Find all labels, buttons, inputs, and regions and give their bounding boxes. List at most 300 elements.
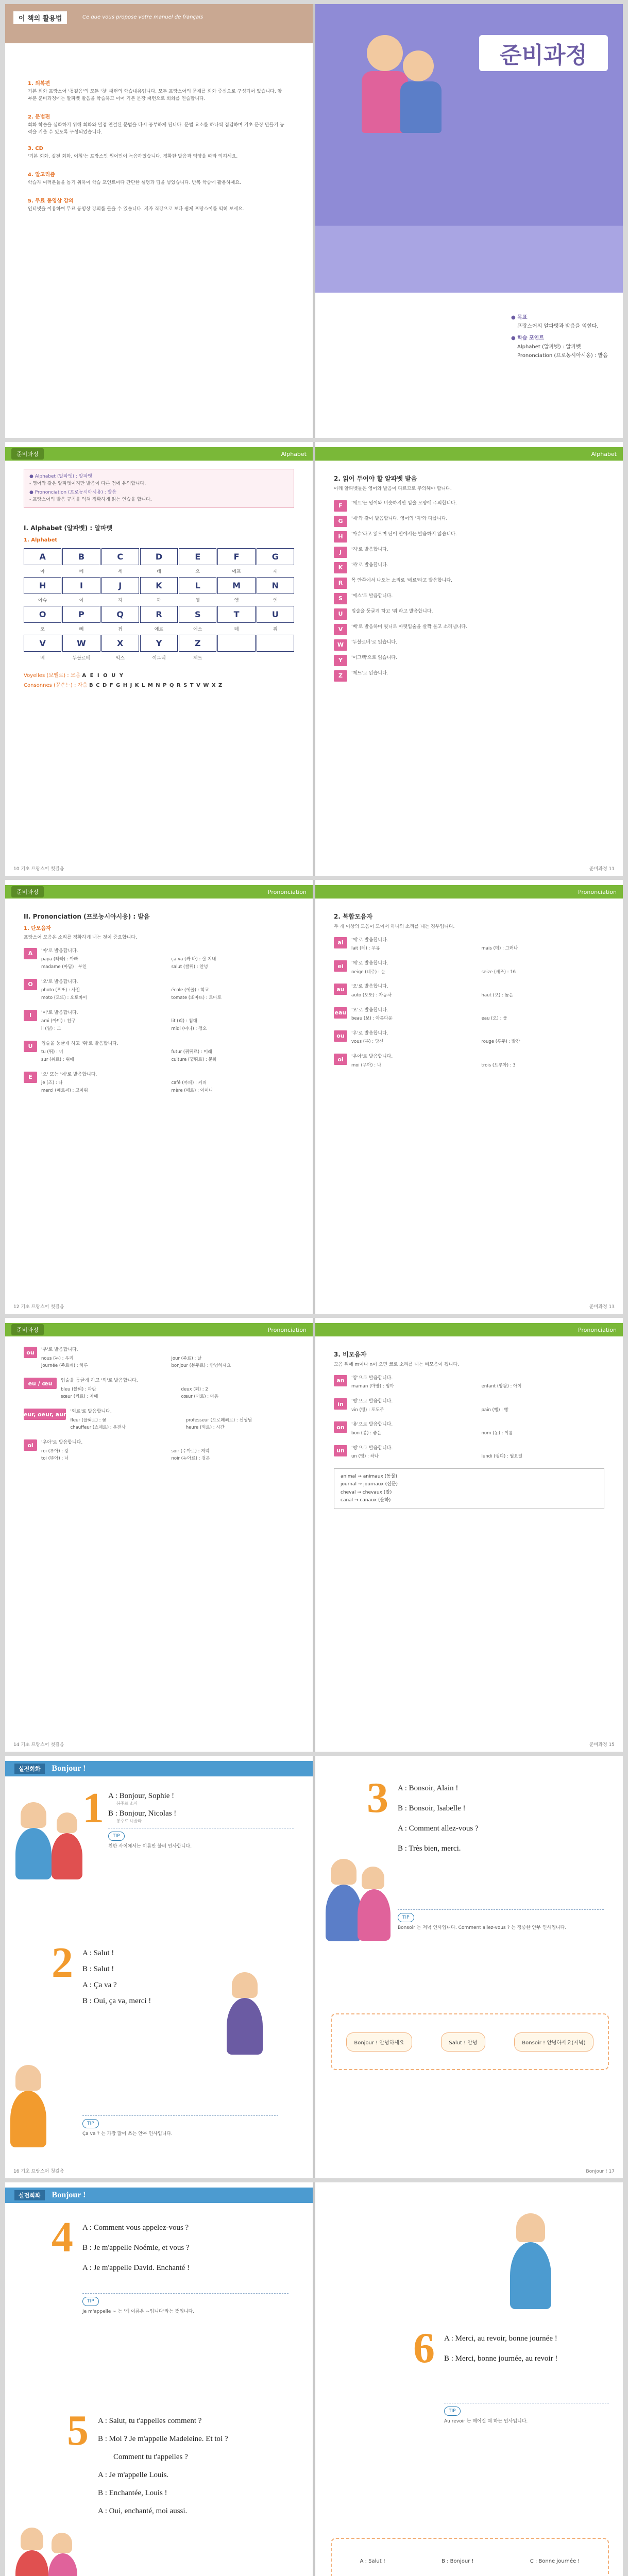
expression-item: B : Bonjour ! bbox=[442, 2558, 474, 2564]
example-word: tomate (또마뜨) : 토마토 bbox=[171, 995, 222, 1001]
example-table bbox=[351, 1453, 604, 1460]
example-table bbox=[351, 1015, 604, 1022]
sound-entry bbox=[24, 1010, 294, 1032]
expression-box bbox=[331, 2538, 609, 2576]
sound-rule: 입술을 둥글게 하고 '위'로 발음합니다. bbox=[41, 1041, 118, 1046]
alphabet-reading: 엔 bbox=[273, 598, 278, 603]
tip-label: TIP bbox=[398, 1913, 414, 1922]
tip-box bbox=[444, 2403, 609, 2426]
lesson-title: Bonjour ! bbox=[52, 2191, 86, 2199]
alphabet-letter: M bbox=[217, 577, 255, 594]
sound-chip: eur, oeur, aur bbox=[24, 1409, 66, 1420]
line-c: A : Ça va ? bbox=[82, 1981, 117, 1989]
alphabet-letter: N bbox=[257, 577, 294, 594]
line-a: A : Bonjour, Sophie ! bbox=[108, 1792, 175, 1800]
section-title: 4. 알고리즘 bbox=[28, 172, 55, 178]
example-word: seize (세즈) : 16 bbox=[481, 969, 516, 975]
green-header bbox=[315, 885, 623, 899]
sound-entry bbox=[334, 1054, 604, 1069]
example-word: culture (뀔뛰르) : 문화 bbox=[171, 1057, 217, 1063]
example-word: toi (뚜아) : 너 bbox=[41, 1456, 69, 1462]
letter-chip: F bbox=[334, 500, 347, 512]
letter-note bbox=[334, 562, 604, 573]
line-a: A : Merci, au revoir, bonne journée ! bbox=[444, 2334, 557, 2343]
example-table bbox=[351, 1430, 604, 1437]
alphabet-letter: P bbox=[62, 606, 100, 623]
example-word: ça va (싸 바) : 잘 지내 bbox=[171, 957, 216, 962]
tip-text: 친한 사이에서는 이름만 불러 인사합니다. bbox=[108, 1844, 192, 1850]
sound-chip: an bbox=[334, 1375, 347, 1386]
page-pron-2 bbox=[315, 880, 623, 1314]
header-tag: 이 책의 활용법 bbox=[13, 11, 67, 24]
alphabet-reading: 오 bbox=[40, 627, 45, 632]
line-b: B : Merci, bonne journée, au revoir ! bbox=[444, 2354, 558, 2363]
sound-entry bbox=[24, 1378, 294, 1400]
sound-entry bbox=[24, 948, 294, 971]
vowels-label: Voyelles (보옐르) : 모음 bbox=[24, 673, 81, 679]
page-footer: 10 기초 프랑스어 첫걸음 bbox=[13, 867, 64, 872]
example-word: papa (빠빠) : 아빠 bbox=[41, 957, 78, 962]
sound-rule: '우'로 발음합니다. bbox=[41, 1347, 78, 1352]
character-woman-body bbox=[10, 2091, 46, 2147]
alphabet-letter: X bbox=[101, 635, 139, 652]
alphabet-reading: 떼 bbox=[234, 627, 239, 632]
letter-chip: S bbox=[334, 593, 347, 604]
line-a: A : Comment vous appelez-vous ? bbox=[82, 2224, 189, 2232]
dialogue-number: 3 bbox=[367, 1774, 388, 1822]
alphabet-reading: 세 bbox=[117, 569, 123, 574]
page-pron-3 bbox=[5, 1318, 313, 1752]
lesson-tag: 실전회화 bbox=[14, 2190, 45, 2200]
page-pron-1 bbox=[5, 880, 313, 1314]
alphabet-reading: 베 bbox=[40, 656, 45, 661]
example-word: ami (아미) : 친구 bbox=[41, 1019, 76, 1024]
alphabet-reading: 아슈 bbox=[38, 598, 47, 603]
letter-note bbox=[334, 500, 604, 512]
example-word: moi (무아) : 나 bbox=[351, 1062, 382, 1068]
example-word: moto (모또) : 오토바이 bbox=[41, 995, 87, 1001]
spread-intro bbox=[5, 4, 623, 438]
lesson-band bbox=[5, 2188, 313, 2203]
page-how-to-use bbox=[5, 4, 313, 438]
line-c: A : Comment allez-vous ? bbox=[398, 1824, 479, 1833]
section-intro: 프랑스어 모음은 소리를 정확하게 내는 것이 중요합니다. bbox=[24, 935, 137, 940]
sound-entry bbox=[334, 1375, 604, 1390]
letter-note bbox=[334, 624, 604, 635]
line-b: B : Bonjour, Nicolas ! bbox=[108, 1809, 177, 1818]
page-footer: 16 기초 프랑스어 첫걸음 bbox=[13, 2169, 64, 2174]
letter-note bbox=[334, 608, 604, 620]
word-line: animal → animaux (동물) bbox=[341, 1473, 398, 1479]
letter-note-text: '베'로 발음하며 윗니로 아랫입술을 살짝 물고 소리냅니다. bbox=[351, 624, 467, 630]
page-alphabet-1 bbox=[5, 442, 313, 876]
alphabet-reading: 에스 bbox=[193, 627, 202, 632]
sound-chip: eu / œu bbox=[24, 1378, 57, 1389]
tip-text: Bonsoir 는 저녁 인사입니다. Comment allez-vous ? 는 정중한 안부 인사입니다. bbox=[398, 1925, 567, 1931]
letter-note-text: '까'로 발음합니다. bbox=[351, 562, 388, 568]
example-word: vin (뱅) : 포도주 bbox=[351, 1407, 384, 1413]
sound-body bbox=[351, 984, 604, 998]
sound-list bbox=[334, 937, 604, 1069]
sound-entry bbox=[334, 984, 604, 998]
section-intro: 두 개 이상의 모음이 모여서 하나의 소리를 내는 경우입니다. bbox=[334, 924, 455, 929]
character-louis-head bbox=[21, 2528, 43, 2550]
sound-chip: U bbox=[24, 1041, 37, 1052]
example-table bbox=[351, 1039, 604, 1045]
alphabet-reading: 으 bbox=[195, 569, 200, 574]
spread-pronunciation-1 bbox=[5, 880, 623, 1314]
section-title: II. Prononciation (프로농시아시옹) : 발음 bbox=[24, 913, 150, 920]
example-word: futur (퓌뛰르) : 미래 bbox=[171, 1049, 212, 1055]
bar-title: Prononciation bbox=[578, 888, 617, 895]
example-word: photo (포또) : 사진 bbox=[41, 988, 80, 993]
letter-chip: V bbox=[334, 624, 347, 635]
character-boy-body bbox=[52, 1833, 82, 1879]
letter-note-text: '에프'는 영어와 비슷하지만 입술 모양에 주의합니다. bbox=[351, 500, 457, 506]
line-b: B : Bonsoir, Isabelle ! bbox=[398, 1804, 466, 1812]
dialogue-1 bbox=[108, 1792, 294, 1851]
example-table bbox=[70, 1417, 294, 1432]
letter-chip: K bbox=[334, 562, 347, 573]
letter-note bbox=[334, 547, 604, 558]
line-b: B : Salut ! bbox=[82, 1965, 114, 1973]
sound-rule: '외르'로 발음합니다. bbox=[70, 1409, 112, 1414]
letter-note bbox=[334, 593, 604, 604]
example-word: deux (되) : 2 bbox=[181, 1386, 208, 1392]
page-prep-cover bbox=[315, 4, 623, 438]
sound-body bbox=[351, 1445, 604, 1460]
letter-note bbox=[334, 670, 604, 682]
dialogue-number: 4 bbox=[52, 2213, 73, 2261]
dialogue-5 bbox=[98, 2417, 228, 2516]
letter-note bbox=[334, 516, 604, 527]
example-table bbox=[41, 1448, 294, 1463]
section-3 bbox=[28, 146, 285, 161]
expression-item: C : Bonne journée ! bbox=[530, 2558, 580, 2564]
alphabet-letter: Z bbox=[179, 635, 216, 652]
tip-label: TIP bbox=[82, 2297, 99, 2306]
sound-rule: '앙'으로 발음합니다. bbox=[351, 1375, 393, 1381]
chapter-tag: 준비과정 bbox=[11, 1324, 44, 1335]
greeting-bubble: Bonjour ! 안녕하세요 bbox=[346, 2032, 412, 2052]
consonnes-label: Consonnes (꽁손느) : 자음 bbox=[24, 683, 88, 688]
example-word: maman (마망) : 엄마 bbox=[351, 1384, 394, 1389]
letter-note-text: '이그렉'으로 읽습니다. bbox=[351, 655, 397, 660]
example-table bbox=[41, 1355, 294, 1370]
alphabet-reading: 뀌 bbox=[117, 627, 123, 632]
sound-body bbox=[70, 1409, 294, 1431]
cover-goals bbox=[511, 313, 614, 360]
sound-body bbox=[351, 1030, 604, 1045]
word-line: canal → canaux (운하) bbox=[341, 1497, 391, 1503]
example-table bbox=[41, 956, 294, 971]
dialogue-2 bbox=[82, 1949, 151, 2006]
greeting-bubbles-box bbox=[331, 2013, 609, 2070]
words-box bbox=[334, 1468, 604, 1509]
expression-item: A : Salut ! bbox=[360, 2558, 385, 2564]
character-madeleine-head bbox=[52, 2533, 72, 2553]
tip-box bbox=[108, 1828, 294, 1851]
example-word: sœur (쐬르) : 자매 bbox=[61, 1394, 98, 1400]
greeting-bubble: Salut ! 안녕 bbox=[441, 2032, 485, 2052]
section-2 bbox=[28, 112, 285, 137]
alphabet-reading: 제드 bbox=[193, 656, 202, 661]
bar-title: Alphabet bbox=[591, 450, 617, 457]
page-footer: 14 기초 프랑스어 첫걸음 bbox=[13, 1742, 64, 1748]
example-table bbox=[351, 1383, 604, 1390]
sub-title: 1. 단모음자 bbox=[24, 926, 51, 931]
sound-body bbox=[351, 1007, 604, 1022]
cover-floor bbox=[315, 226, 623, 293]
sound-chip: ou bbox=[334, 1030, 347, 1042]
line-e: B : Enchantée, Louis ! bbox=[98, 2489, 167, 2497]
example-word: journée (주르네) : 하루 bbox=[41, 1363, 88, 1369]
sound-body bbox=[41, 979, 294, 1002]
dialogue-number: 2 bbox=[52, 1939, 73, 1987]
example-table bbox=[61, 1386, 294, 1401]
character-woman-head bbox=[15, 2065, 41, 2091]
green-header bbox=[315, 1323, 623, 1336]
section-title: 3. 비모음자 bbox=[334, 1351, 367, 1358]
goal-label: ● 목표 bbox=[511, 315, 528, 320]
page-dialogue-1 bbox=[5, 1756, 313, 2178]
example-word: auto (오또) : 자동차 bbox=[351, 992, 392, 998]
sound-body bbox=[41, 1041, 294, 1063]
alphabet-letter: V bbox=[24, 635, 61, 652]
alphabet-reading: 이 bbox=[79, 598, 84, 603]
example-word: enfant (앙팡) : 아이 bbox=[481, 1384, 522, 1389]
alphabet-reading: 엘 bbox=[195, 598, 200, 603]
dialogue-4 bbox=[82, 2224, 288, 2316]
header-sub: Ce que vous propose votre manuel de français bbox=[82, 14, 203, 20]
example-table bbox=[41, 1080, 294, 1094]
sound-entry bbox=[24, 979, 294, 1002]
section-text: 회화 학습을 심화하기 위해 회화와 밀접 연결된 문법을 다시 공부하게 됩니다. 문법 요소를 하나씩 점검하며 기초 문장 만들기 능력을 키울 수 있도록 구성되었습니다. bbox=[28, 122, 284, 135]
sound-rule: '우'로 발음합니다. bbox=[351, 1030, 388, 1036]
section-title: 2. 복합모음자 bbox=[334, 913, 373, 920]
letter-chip: J bbox=[334, 547, 347, 558]
sound-rule: '으' 또는 '에'로 발음합니다. bbox=[41, 1072, 97, 1077]
example-word: lait (레) : 우유 bbox=[351, 946, 380, 952]
section-4 bbox=[28, 170, 285, 187]
sound-rule: '우아'로 발음합니다. bbox=[351, 1054, 393, 1060]
page-dialogue-4 bbox=[315, 2182, 623, 2576]
point-label: ● 학습 포인트 bbox=[511, 335, 544, 341]
letter-chip: W bbox=[334, 639, 347, 651]
bar-title: Prononciation bbox=[267, 888, 307, 895]
section-title: 2. 읽어 두어야 할 알파벳 발음 bbox=[334, 475, 417, 482]
letter-note-text: '두블르베'로 읽습니다. bbox=[351, 639, 397, 645]
example-word: haut (오) : 높은 bbox=[481, 992, 514, 998]
point-line-1: Alphabet (알파벳) : 알파벳 bbox=[517, 344, 581, 350]
sound-body bbox=[41, 1072, 294, 1094]
page-footer: 준비과정 11 bbox=[589, 867, 615, 872]
character-louis-body bbox=[15, 2550, 48, 2576]
sound-rule: '옹'으로 발음합니다. bbox=[351, 1422, 393, 1428]
line-b-reading: 봉주르 니꼴라 bbox=[116, 1819, 142, 1823]
lesson-tag: 실전회화 bbox=[14, 1764, 45, 1774]
alphabet-reading: 까 bbox=[157, 598, 161, 603]
overview-line-2: - 영어와 같은 알파벳이지만 발음이 다른 점에 유의합니다. bbox=[29, 481, 146, 486]
character-shop-body bbox=[510, 2242, 551, 2309]
example-word: trois (트루아) : 3 bbox=[481, 1062, 516, 1068]
alphabet-letter: W bbox=[62, 635, 100, 652]
example-word: cœur (꾀르) : 마음 bbox=[181, 1394, 219, 1400]
sound-entry bbox=[24, 1041, 294, 1063]
alphabet-reading: 에르 bbox=[154, 627, 164, 632]
alphabet-letter: O bbox=[24, 606, 61, 623]
letter-chip: U bbox=[334, 608, 347, 620]
dialogue-number: 1 bbox=[82, 1784, 104, 1832]
example-table bbox=[351, 992, 604, 999]
example-word: merci (메르씨) : 고마워 bbox=[41, 1088, 88, 1094]
green-header bbox=[5, 447, 313, 461]
example-word: roi (루아) : 왕 bbox=[41, 1448, 69, 1454]
alphabet-reading: 아 bbox=[40, 569, 45, 574]
line-c: Comment tu t'appelles ? bbox=[113, 2453, 188, 2461]
chapter-tag: 준비과정 bbox=[11, 448, 44, 460]
dialogue-6 bbox=[444, 2334, 557, 2363]
vowels-letters: A E I O U Y bbox=[82, 673, 124, 679]
section-intro: 아래 알파벳들은 영어와 발음이 다르므로 주의해야 합니다. bbox=[334, 486, 452, 492]
sound-entry bbox=[334, 937, 604, 952]
alphabet-reading: 데 bbox=[157, 569, 161, 574]
alphabet-letter: I bbox=[62, 577, 100, 594]
alphabet-letter: L bbox=[179, 577, 216, 594]
character-isabelle-head bbox=[362, 1867, 384, 1889]
alphabet-letter bbox=[217, 635, 255, 652]
bar-title: Alphabet bbox=[281, 450, 307, 457]
example-word: bleu (블뢰) : 파란 bbox=[61, 1386, 96, 1392]
goal-text: 프랑스어의 알파벳과 발음을 익힌다. bbox=[517, 324, 599, 329]
letter-note bbox=[334, 655, 604, 666]
overview-line-1: ● Alphabet (알파벳) : 알파벳 bbox=[29, 474, 92, 479]
sound-rule: 입술을 둥글게 하고 '외'로 발음합니다. bbox=[61, 1378, 138, 1383]
letter-note-text: '지'로 발음합니다. bbox=[351, 547, 388, 552]
line-a-reading: 봉주르 소피 bbox=[116, 1801, 138, 1806]
sound-chip: eau bbox=[334, 1007, 347, 1019]
cover-title: 준비과정 bbox=[479, 35, 608, 71]
example-word: jour (주르) : 날 bbox=[171, 1355, 202, 1361]
section-title: 2. 문법편 bbox=[28, 114, 50, 120]
consonnes-letters: B C D F G H J K L M N P Q R S T V W X Z bbox=[89, 683, 223, 688]
sound-entry bbox=[334, 1421, 604, 1436]
section-5 bbox=[28, 196, 285, 213]
alphabet-letter: Y bbox=[140, 635, 178, 652]
overview-line-3: ● Prononciation (프로농시아시옹) : 발음 bbox=[29, 490, 116, 495]
example-word: école (에꼴) : 학교 bbox=[171, 988, 209, 993]
page-footer: 12 기초 프랑스어 첫걸음 bbox=[13, 1304, 64, 1310]
sound-entry bbox=[334, 1398, 604, 1413]
sound-rule: '오'로 발음합니다. bbox=[41, 979, 78, 985]
sound-chip: au bbox=[334, 984, 347, 995]
letter-note bbox=[334, 531, 604, 543]
sound-chip: ou bbox=[24, 1347, 37, 1358]
example-word: lit (리) : 침대 bbox=[171, 1019, 197, 1024]
letter-chip: R bbox=[334, 578, 347, 589]
sound-entry bbox=[334, 960, 604, 975]
line-a: A : Salut, tu t'appelles comment ? bbox=[98, 2417, 202, 2425]
example-word: un (앵) : 하나 bbox=[351, 1454, 379, 1460]
tip-box bbox=[82, 2115, 278, 2138]
sound-entry bbox=[24, 1347, 294, 1369]
character-man-head bbox=[232, 1972, 258, 1998]
sound-chip: E bbox=[24, 1072, 37, 1083]
section-1 bbox=[28, 79, 285, 103]
spread-alphabet bbox=[5, 442, 623, 876]
letter-note-text: '제'와 같이 발음합니다. 영어의 '지'와 다릅니다. bbox=[351, 516, 448, 521]
tip-label: TIP bbox=[82, 2119, 99, 2128]
tip-box bbox=[398, 1909, 604, 1932]
sound-entry bbox=[334, 1445, 604, 1460]
word-line: cheval → chevaux (말) bbox=[341, 1489, 392, 1495]
sound-chip: un bbox=[334, 1445, 347, 1456]
alphabet-reading: 지 bbox=[117, 598, 123, 603]
green-header bbox=[5, 1323, 313, 1336]
example-table bbox=[41, 1049, 294, 1063]
spread-pronunciation-2 bbox=[5, 1318, 623, 1752]
sound-body bbox=[41, 1010, 294, 1032]
alphabet-letter: U bbox=[257, 606, 294, 623]
sound-rule: '오'로 발음합니다. bbox=[351, 1007, 388, 1013]
page-alphabet-2 bbox=[315, 442, 623, 876]
letter-note bbox=[334, 639, 604, 651]
character-boy-head bbox=[57, 1812, 77, 1833]
sound-rule: '아'로 발음합니다. bbox=[41, 948, 78, 954]
line-a: A : Salut ! bbox=[82, 1949, 114, 1957]
line-d: B : Très bien, merci. bbox=[398, 1844, 461, 1853]
section-text: 학습자 여러분들을 돕기 위하여 학습 포인트마다 간단한 설명과 팁을 넣었습니다. 반복 학습에 활용하세요. bbox=[28, 180, 241, 185]
example-word: neige (네주) : 눈 bbox=[351, 969, 385, 975]
overview-line-4: - 프랑스어의 발음 규칙을 익혀 정확하게 읽는 연습을 합니다. bbox=[29, 497, 152, 502]
example-table bbox=[41, 1018, 294, 1032]
example-word: rouge (루주) : 빨간 bbox=[481, 1039, 520, 1045]
tip-box bbox=[82, 2293, 288, 2316]
alphabet-letter bbox=[257, 635, 294, 652]
intro-sections bbox=[28, 79, 285, 223]
section-title: I. Alphabet (알파벳) : 알파벳 bbox=[24, 524, 113, 532]
page-footer: Bonjour ! 17 bbox=[586, 2169, 615, 2174]
example-word: nous (누) : 우리 bbox=[41, 1355, 74, 1361]
alphabet-reading: 두블르베 bbox=[72, 656, 91, 661]
sound-body bbox=[351, 1398, 604, 1413]
example-word: lundi (랭디) : 월요일 bbox=[481, 1454, 523, 1460]
sound-entry bbox=[24, 1439, 294, 1462]
sound-rule: '오'로 발음합니다. bbox=[351, 984, 388, 990]
alphabet-letter: Q bbox=[101, 606, 139, 623]
lesson-title: Bonjour ! bbox=[52, 1764, 86, 1773]
character-shop-head bbox=[516, 2213, 545, 2242]
section-title: 3. CD bbox=[28, 145, 43, 151]
letter-note-text: '아슈'라고 읽으며 단어 안에서는 발음하지 않습니다. bbox=[351, 531, 457, 537]
point-line-2: Prononciation (프로농시아시옹) : 발음 bbox=[517, 353, 608, 359]
section-text: 기본 회화 프랑스어 '첫걸음'의 모든 '첫' 패턴의 학습내용입니다. 모든 프랑스어의 문제를 회화 중심으로 구성되어 있습니다. 앞부분 준비과정에는 알파벳 발음을 학습하고 이어 기본 문장 패턴으로 회화를 연습합니다. bbox=[28, 89, 282, 101]
line-d: B : Oui, ça va, merci ! bbox=[82, 1997, 151, 2005]
example-word: vous (부) : 당신 bbox=[351, 1039, 384, 1045]
alphabet-reading: 이그렉 bbox=[152, 656, 166, 661]
dialogue-3 bbox=[398, 1784, 479, 1853]
sound-entry bbox=[24, 1072, 294, 1094]
green-header bbox=[315, 447, 623, 461]
letter-chip: G bbox=[334, 516, 347, 527]
sound-rule: '에'로 발음합니다. bbox=[351, 937, 388, 943]
sub-title: 1. Alphabet bbox=[24, 537, 58, 543]
alphabet-letter: B bbox=[62, 548, 100, 565]
tip-text: Ça va ? 는 가장 많이 쓰는 안부 인사입니다. bbox=[82, 2131, 173, 2137]
consonnes-row bbox=[24, 681, 294, 688]
page-dialogue-2 bbox=[315, 1756, 623, 2178]
section-text: '기본 회화, 실전 회화, 어휘'는 프랑스인 원어민이 녹음하였습니다. 정확한 발음과 억양을 따라 익히세요. bbox=[28, 154, 238, 159]
